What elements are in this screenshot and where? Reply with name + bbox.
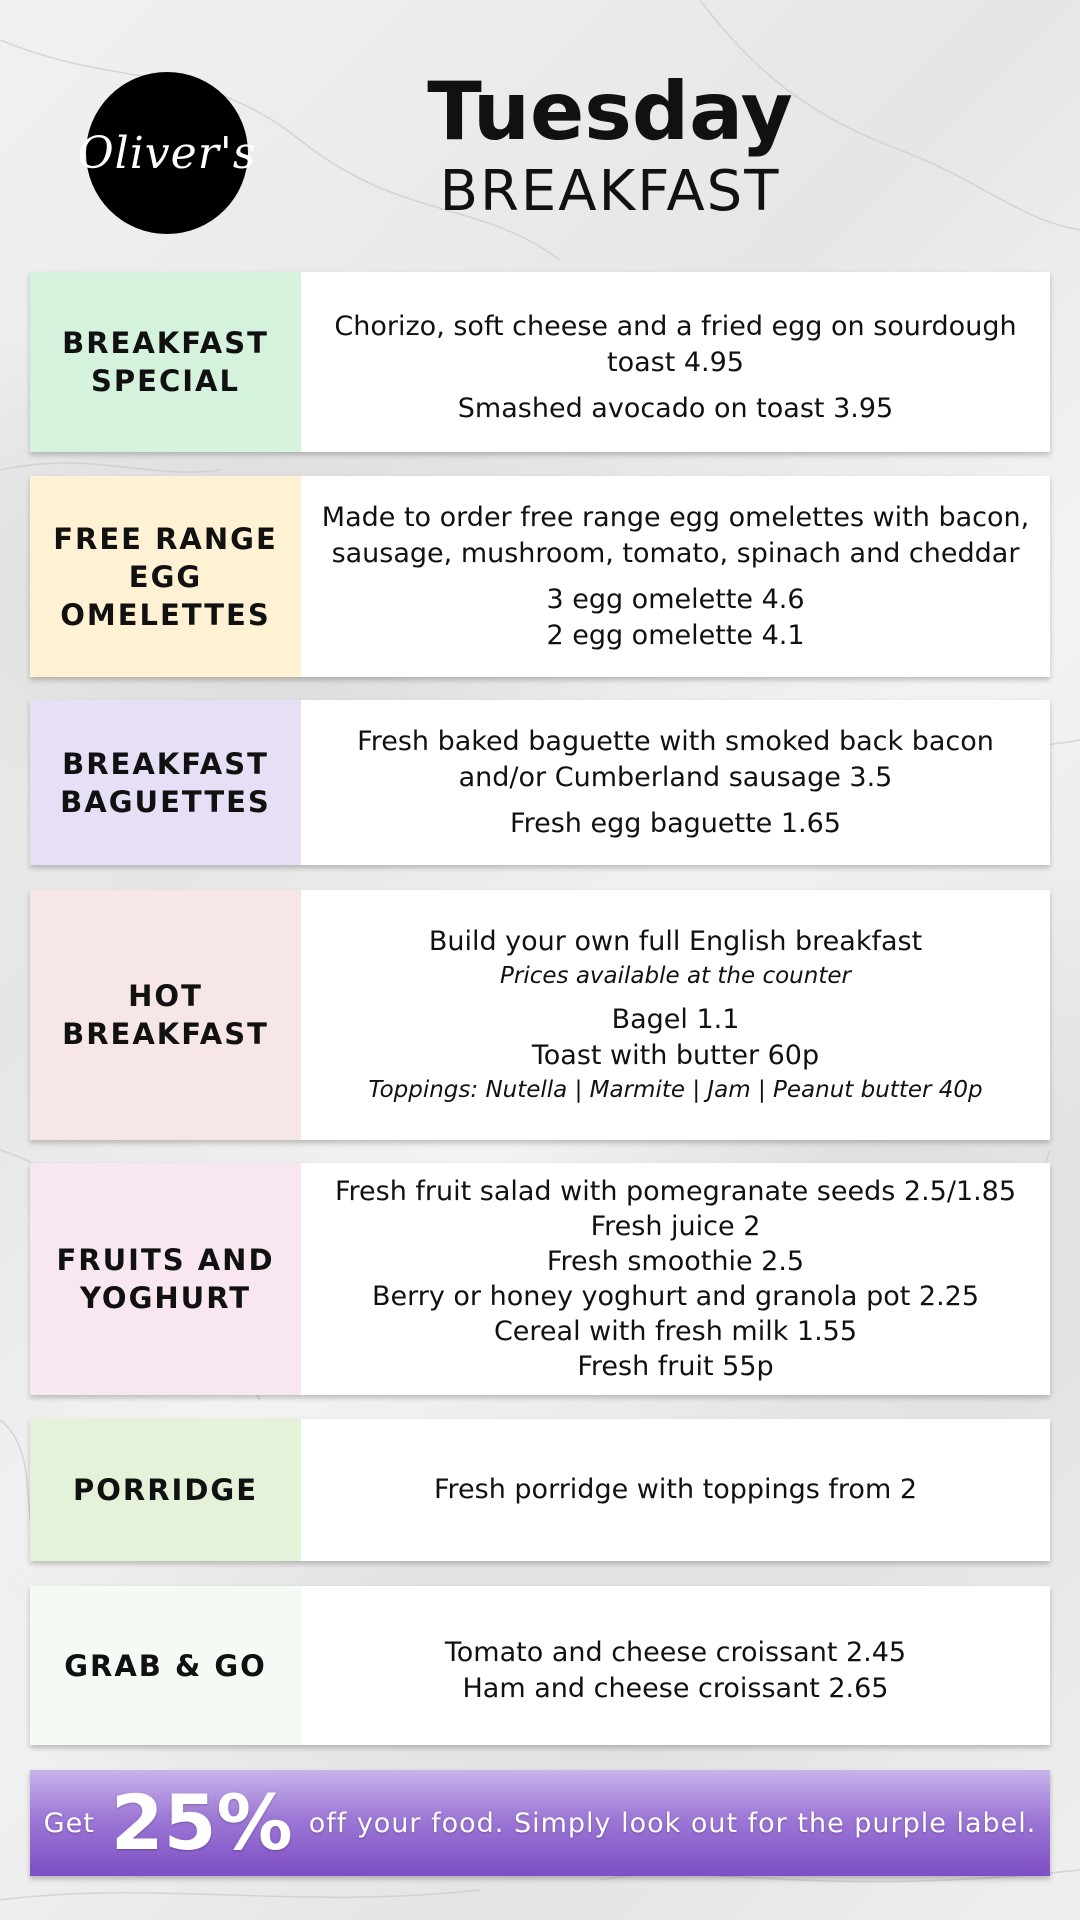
section-items bbox=[301, 700, 1050, 865]
menu-item: Fresh fruit 55p bbox=[577, 1351, 774, 1382]
banner-pre-text: Get bbox=[43, 1807, 95, 1839]
meal-title: BREAKFAST bbox=[439, 159, 781, 224]
section-items bbox=[301, 272, 1050, 452]
section-porridge bbox=[30, 1419, 1050, 1561]
section-items bbox=[301, 1586, 1050, 1745]
menu-item: Fresh smoothie 2.5 bbox=[546, 1246, 805, 1277]
menu-item: 2 egg omelette 4.1 bbox=[546, 619, 805, 651]
banner-discount: 25% bbox=[110, 1778, 293, 1867]
logo-text: Oliver's bbox=[77, 127, 257, 179]
menu-item: Fresh baked baguette with smoked back bacon and/or Cumberland sausage 3.5 bbox=[357, 725, 994, 793]
day-title: Tuesday bbox=[427, 65, 793, 158]
menu-item: Build your own full English breakfast bbox=[428, 926, 923, 957]
section-fruits-and-yoghurt bbox=[30, 1163, 1050, 1395]
menu-item: 3 egg omelette 4.6 bbox=[546, 583, 805, 615]
section-label: BREAKFAST BAGUETTES bbox=[30, 700, 301, 865]
section-breakfast-special bbox=[30, 272, 1050, 452]
section-label: PORRIDGE bbox=[30, 1419, 301, 1561]
menu-item: Fresh juice 2 bbox=[590, 1211, 761, 1242]
menu-item: Cereal with fresh milk 1.55 bbox=[493, 1316, 858, 1347]
menu-item: Tomato and cheese croissant 2.45 bbox=[444, 1636, 907, 1668]
menu-item: Fresh egg baguette 1.65 bbox=[510, 807, 841, 839]
menu-item: Berry or honey yoghurt and granola pot 2.25 bbox=[371, 1281, 980, 1312]
section-items bbox=[301, 476, 1050, 677]
section-items bbox=[301, 1163, 1050, 1395]
section-label: FREE RANGE EGG OMELETTES bbox=[30, 476, 301, 677]
menu-item: Bagel 1.1 bbox=[611, 1004, 740, 1035]
section-free-range-egg-omelettes bbox=[30, 476, 1050, 677]
banner-post-text: off your food. Simply look out for the purple label. bbox=[308, 1807, 1037, 1839]
menu-item: Smashed avocado on toast 3.95 bbox=[457, 393, 894, 424]
promo-banner bbox=[30, 1770, 1050, 1876]
section-breakfast-baguettes bbox=[30, 700, 1050, 865]
menu-item: Chorizo, soft cheese and a fried egg on sourdough toast 4.95 bbox=[334, 311, 1017, 378]
menu-item: Ham and cheese croissant 2.65 bbox=[462, 1672, 889, 1704]
menu-note: Toppings: Nutella | Marmite | Jam | Peanut butter 40p bbox=[368, 1077, 983, 1103]
section-hot-breakfast bbox=[30, 890, 1050, 1140]
section-label: FRUITS AND YOGHURT bbox=[30, 1163, 301, 1395]
oliver-logo bbox=[77, 72, 257, 234]
section-items bbox=[301, 890, 1050, 1140]
section-items bbox=[301, 1419, 1050, 1561]
section-label: BREAKFAST SPECIAL bbox=[30, 272, 301, 452]
menu-item: Fresh porridge with toppings from 2 bbox=[433, 1474, 918, 1505]
menu-item: Made to order free range egg omelettes with bacon, sausage, mushroom, tomato, spinach and cheddar bbox=[321, 501, 1030, 569]
section-label: HOT BREAKFAST bbox=[30, 890, 301, 1140]
menu-item: Fresh fruit salad with pomegranate seeds 2.5/1.85 bbox=[334, 1176, 1017, 1207]
section-label: GRAB & GO bbox=[30, 1586, 301, 1745]
menu-item: Toast with butter 60p bbox=[531, 1040, 820, 1071]
section-grab-and-go bbox=[30, 1586, 1050, 1745]
menu-note: Prices available at the counter bbox=[500, 963, 851, 989]
